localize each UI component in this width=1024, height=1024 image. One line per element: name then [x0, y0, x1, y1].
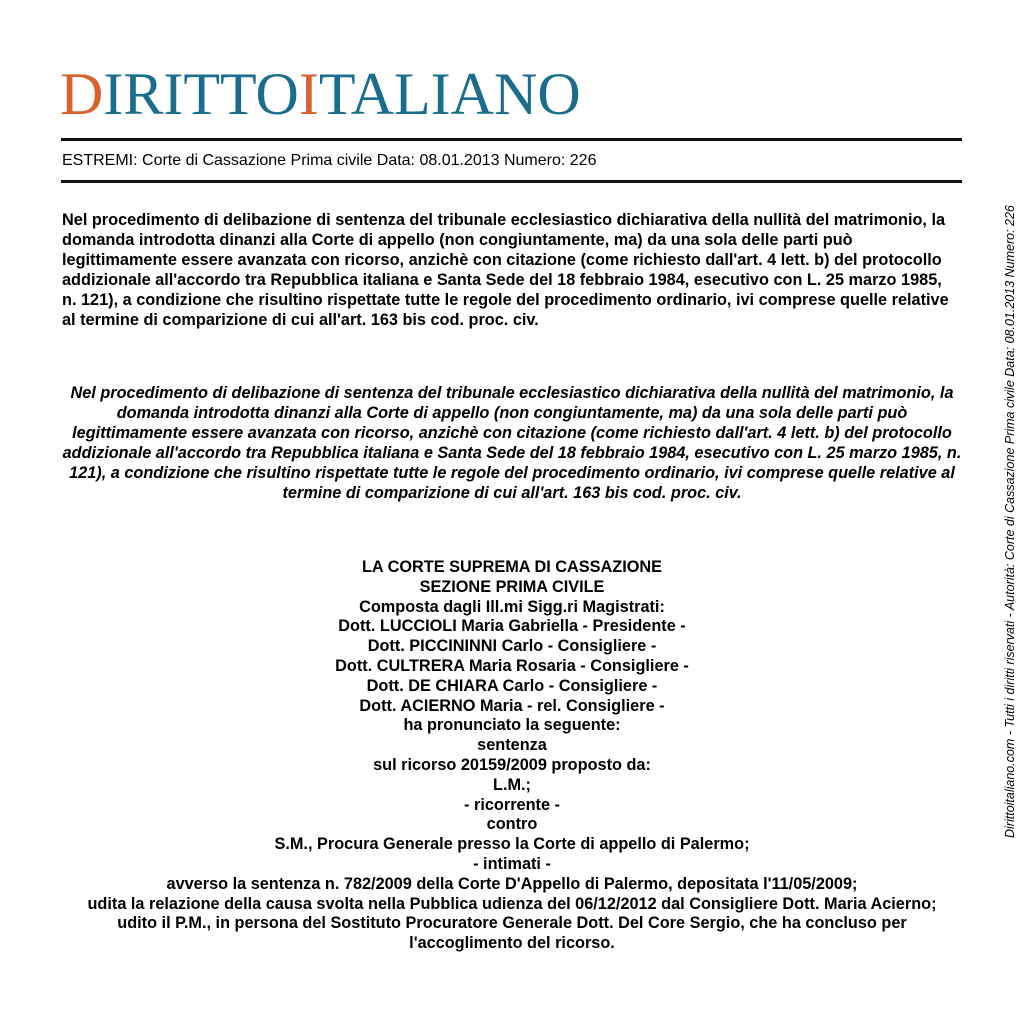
ricorrente-role: - ricorrente - — [464, 795, 560, 814]
ricorrente-name: L.M.; — [493, 775, 531, 794]
logo-part-taliano: TALIANO — [318, 61, 581, 127]
logo-part-iritto: IRITTO — [103, 61, 299, 127]
header-rule-top — [61, 138, 962, 141]
estremi-line: ESTREMI: Corte di Cassazione Prima civile Data: 08.01.2013 Numero: 226 — [62, 152, 597, 169]
udita-line: udita la relazione della causa svolta nella Pubblica udienza del 06/12/2012 dal Consigliere Dott. Maria Acierno; — [87, 894, 937, 913]
udito-line: udito il P.M., in persona del Sostituto Procuratore Generale Dott. Del Core Sergio, che ha concluso per l'accoglimento del ricorso. — [117, 914, 907, 953]
sentenza-label: sentenza — [477, 736, 547, 755]
composed-by: Composta dagli Ill.mi Sigg.ri Magistrati: — [359, 597, 665, 616]
copyright-sidebar: Dirittoitaliano.com - Tutti i diritti riservati - Autorità: Corte di Cassazione Prima civile Data: 08.01.2013 Numero: 226 — [1003, 205, 1017, 838]
massima-italic-paragraph: Nel procedimento di delibazione di sentenza del tribunale ecclesiastico dichiarativa della nullità del matrimonio, la domanda introdotta dinanzi alla Corte di appello (non congiuntamente, ma) da una sola delle parti può legittimamente essere avanzata con ricorso, anzichè con citazione (come richiesto dall'art. 4 lett. b) del protocollo addizionale all'accordo tra Repubblica italiana e Santa Sede del 18 febbraio 1984, esecutivo con L. 25 marzo 1985, n. 121), a condizione che risultino rispettate tutte le regole del procedimento ordinario, ivi comprese quelle relative al termine di comparizione di cui all'art. 163 bis cod. proc. civ. — [62, 384, 962, 503]
contro-label: contro — [486, 815, 538, 834]
site-logo[interactable] — [60, 62, 581, 126]
header-rule-bottom — [61, 180, 962, 183]
judge-line: Dott. ACIERNO Maria - rel. Consigliere - — [359, 696, 665, 715]
sentenza-intestazione — [62, 558, 962, 954]
avverso-line: avverso la sentenza n. 782/2009 della Corte D'Appello di Palermo, depositata l'11/05/2009; — [166, 874, 858, 893]
logo-letter-i: I — [298, 61, 319, 127]
intimati-role: - intimati - — [473, 854, 551, 873]
massima-paragraph: Nel procedimento di delibazione di sentenza del tribunale ecclesiastico dichiarativa della nullità del matrimonio, la domanda introdotta dinanzi alla Corte di appello (non congiuntamente, ma) da una sola delle parti può legittimamente essere avanzata con ricorso, anzichè con citazione (come richiesto dall'art. 4 lett. b) del protocollo addizionale all'accordo tra Repubblica italiana e Santa Sede del 18 febbraio 1984, esecutivo con L. 25 marzo 1985, n. 121), a condizione che risultino rispettate tutte le regole del procedimento ordinario, ivi comprese quelle relative al termine di comparizione di cui all'art. 163 bis cod. proc. civ. — [62, 211, 949, 330]
court-section: SEZIONE PRIMA CIVILE — [419, 577, 605, 596]
judge-line: Dott. PICCININNI Carlo - Consigliere - — [367, 637, 657, 656]
logo-letter-d: D — [60, 61, 104, 127]
judge-line: Dott. LUCCIOLI Maria Gabriella - Presidente - — [338, 617, 686, 636]
pronounced-line: ha pronunciato la seguente: — [403, 716, 621, 735]
ricorso-line: sul ricorso 20159/2009 proposto da: — [373, 755, 651, 774]
judge-line: Dott. CULTRERA Maria Rosaria - Consigliere - — [335, 656, 689, 675]
judge-line: Dott. DE CHIARA Carlo - Consigliere - — [366, 676, 658, 695]
court-name: LA CORTE SUPREMA DI CASSAZIONE — [361, 558, 662, 576]
intimati-names: S.M., Procura Generale presso la Corte di appello di Palermo; — [274, 835, 750, 854]
